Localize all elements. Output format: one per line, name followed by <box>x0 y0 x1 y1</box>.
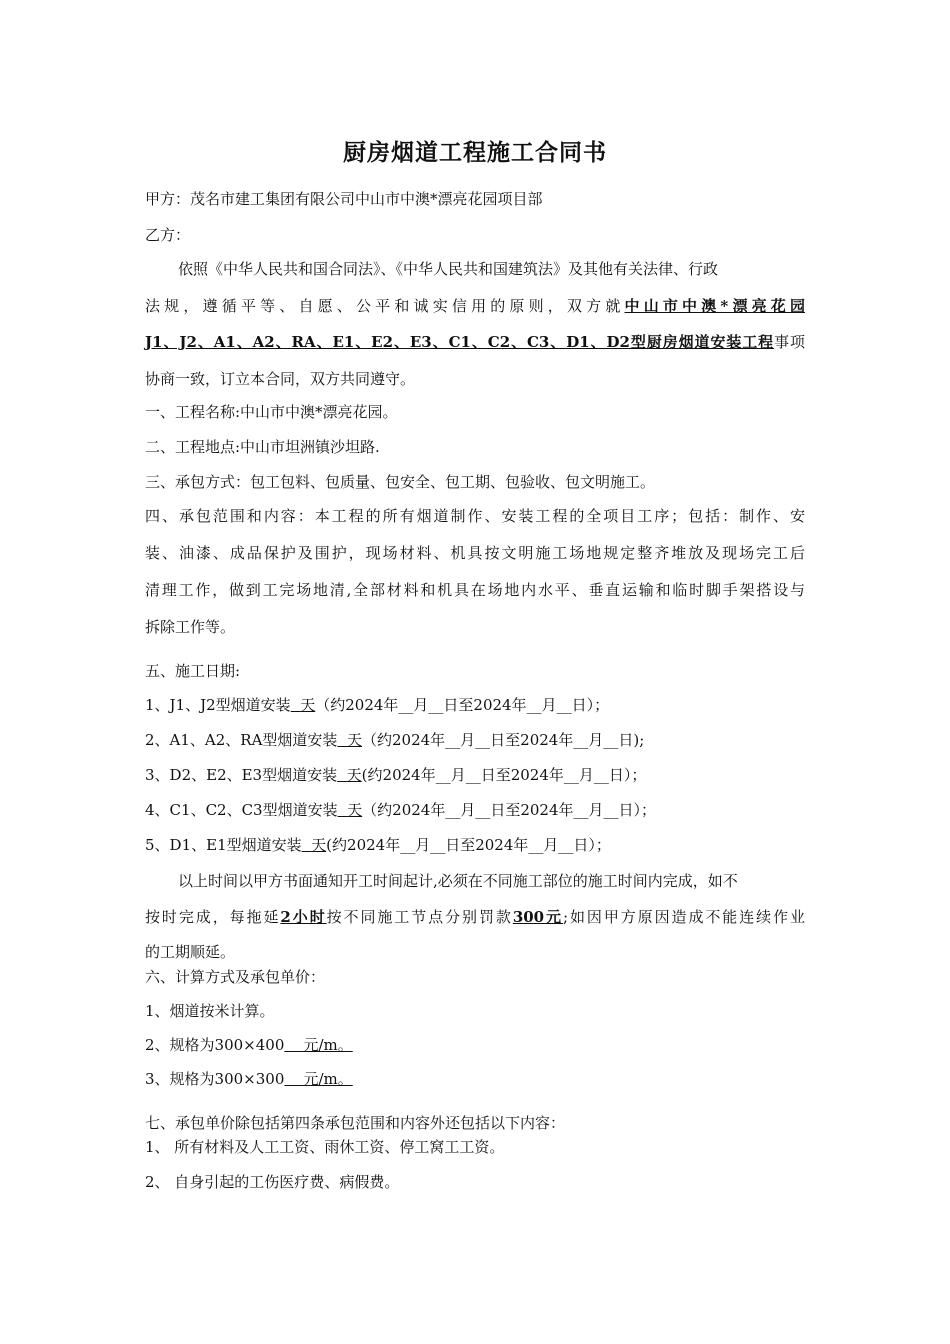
schedule-days-blank <box>337 766 362 784</box>
schedule-note-line-2 <box>145 907 805 927</box>
schedule-note-line-3: 的工期顺延。 <box>145 943 236 961</box>
schedule-date-range: (约2024年__月__日至2024年__月__日）； <box>326 836 611 854</box>
intro-line-1: 依照《中华人民共和国合同法》、《中华人民共和国建筑法》及其他有关法律、行政 <box>178 260 719 278</box>
project-name-bold: 中山市中澳*漂亮花园 <box>624 297 805 315</box>
schedule-item-1 <box>145 695 609 715</box>
section-5-heading: 五、施工日期: <box>145 662 241 680</box>
schedule-item-label: 1、J1、J2型烟道安装 <box>145 696 291 714</box>
schedule-date-range: (约2024年__月__日至2024年__月__日）； <box>361 766 647 784</box>
unit-price-blank <box>284 1070 352 1088</box>
section-2-project-location: 二、工程地点:中山市坦洲镇沙坦路. <box>145 438 380 456</box>
inclusion-item-1: 1、 所有材料及人工工资、雨休工资、停工窝工工资。 <box>145 1138 505 1156</box>
schedule-days-blank <box>291 696 316 714</box>
unit-price-unit: 元/m。 <box>303 1070 353 1088</box>
intro-line-2-text: 法规，遵循平等、自愿、公平和诚实信用的原则，双方就 <box>145 297 625 315</box>
unit-price-blank <box>284 1036 352 1054</box>
section-4-line-4: 拆除工作等。 <box>145 618 236 636</box>
spec-label: 2、规格为300×400 <box>145 1036 285 1054</box>
spec-label: 3、规格为300×300 <box>145 1070 285 1088</box>
schedule-date-range: （约2024年__月__日至2024年__月__日）； <box>362 801 657 819</box>
schedule-note-line-1: 以上时间以甲方书面通知开工时间起计,必须在不同施工部位的施工时间内完成，如不 <box>178 872 738 890</box>
schedule-item-3 <box>145 765 646 785</box>
section-1-project-name: 一、工程名称:中山市中澳*漂亮花园。 <box>145 403 398 421</box>
schedule-item-4 <box>145 800 656 820</box>
schedule-days-unit: 天 <box>346 766 362 784</box>
schedule-days-blank <box>302 836 327 854</box>
schedule-days-unit: 天 <box>346 731 362 749</box>
pricing-item-2 <box>145 1035 353 1055</box>
intro-line-3-text: 事项 <box>774 333 805 351</box>
section-6-heading: 六、计算方式及承包单价： <box>145 968 326 986</box>
project-scope-bold: J1、J2、A1、A2、RA、E1、E2、E3、C1、C2、C3、D1、D2型厨房烟道安装工程 <box>145 333 775 351</box>
pricing-item-3 <box>145 1069 353 1089</box>
inclusion-item-2: 2、 自身引起的工伤医疗费、病假费。 <box>145 1173 400 1191</box>
schedule-days-unit: 天 <box>311 836 327 854</box>
schedule-date-range: （约2024年__月__日至2024年__月__日); <box>362 731 645 749</box>
schedule-days-unit: 天 <box>347 801 363 819</box>
schedule-item-label: 4、C1、C2、C3型烟道安装 <box>145 801 338 819</box>
schedule-date-range: （约2024年__月__日至2024年__月__日）； <box>315 696 610 714</box>
schedule-item-label: 2、A1、A2、RA型烟道安装 <box>145 731 338 749</box>
intro-line-2 <box>145 296 805 316</box>
schedule-days-blank <box>338 801 363 819</box>
schedule-item-label: 3、D2、E2、E3型烟道安装 <box>145 766 338 784</box>
note-text: 按时完成，每拖延 <box>145 908 281 926</box>
delay-unit-bold: 2小时 <box>280 908 327 926</box>
schedule-item-5 <box>145 835 611 855</box>
unit-price-unit: 元/m。 <box>303 1036 353 1054</box>
schedule-item-label: 5、D1、E1型烟道安装 <box>145 836 302 854</box>
schedule-days-blank <box>337 731 362 749</box>
document-title: 厨房烟道工程施工合同书 <box>343 140 607 166</box>
party-b-line: 乙方： <box>145 226 191 244</box>
section-4-line-3: 清理工作，做到工完场地清,全部材料和机具在场地内水平、垂直运输和临时脚手架搭设与 <box>145 581 805 599</box>
note-text: ;如因甲方原因造成不能连续作业 <box>562 908 805 926</box>
section-3-contract-method: 三、承包方式：包工包料、包质量、包安全、包工期、包验收、包文明施工。 <box>145 473 656 491</box>
intro-line-3 <box>145 332 805 352</box>
section-4-line-2: 装、油漆、成品保护及围护，现场材料、机具按文明施工场地规定整齐堆放及现场完工后 <box>145 544 805 562</box>
section-7-heading: 七、承包单价除包括第四条承包范围和内容外还包括以下内容： <box>145 1114 566 1132</box>
schedule-days-unit: 天 <box>300 696 316 714</box>
penalty-amount-bold: 300元 <box>512 908 563 926</box>
party-a-line: 甲方：茂名市建工集团有限公司中山市中澳*漂亮花园项目部 <box>145 190 543 208</box>
note-text: 按不同施工节点分别罚款 <box>326 908 513 926</box>
schedule-item-2 <box>145 730 644 750</box>
pricing-item-1: 1、烟道按米计算。 <box>145 1002 275 1020</box>
section-4-line-1: 四、承包范围和内容：本工程的所有烟道制作、安装工程的全项目工序；包括：制作、安 <box>145 507 805 525</box>
intro-line-4: 协商一致，订立本合同，双方共同遵守。 <box>145 370 416 388</box>
